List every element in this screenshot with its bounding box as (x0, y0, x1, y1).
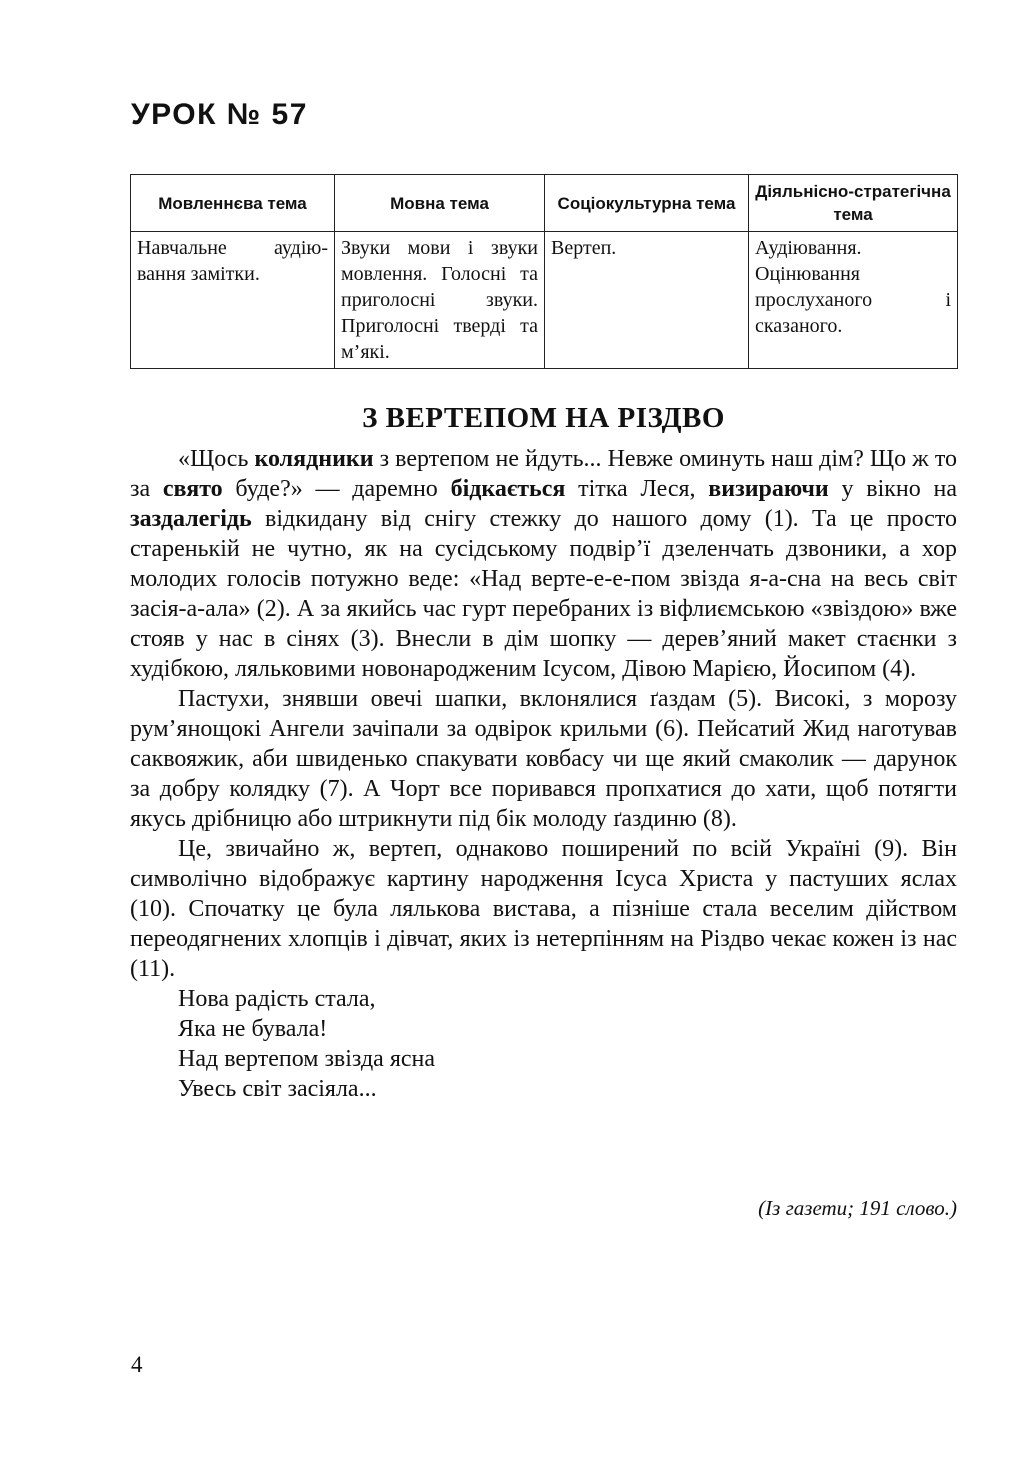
poem-line: Нова радість стала, (178, 986, 376, 1012)
table-header-sociocultural-topic: Соціокультурна тема (545, 175, 749, 232)
poem-line: Увесь світ засіяла... (178, 1076, 377, 1102)
bold-word: бідкається (450, 476, 566, 502)
article-source: (Із газети; 191 слово.) (758, 1196, 957, 1220)
table-cell-sociocultural-topic: Вертеп. (545, 232, 749, 369)
poem-line: Яка не бувала! (178, 1016, 328, 1042)
article-paragraph-1 (130, 444, 957, 684)
poem-line: Над вертепом звізда ясна (178, 1046, 436, 1072)
table-header-speech-topic: Мовленнєва тема (131, 175, 335, 232)
page-number: 4 (131, 1352, 143, 1377)
article-paragraph-2: Пастухи, знявши овечі шапки, вклонялися ґаздам (5). Високі, з морозу рум’янощокі Ангели зачіпали за одвірок крильми (6). Пейсатий Жид наготував саквояжик, аби швиденько спакувати ковбасу чи ще який смаколик — дарунок за добру колядку (7). А Чорт все поривався пропхатися до хати, щоб потягти якусь дрібницю або штрикнути під бік молоду ґаздиню (8). (130, 686, 957, 832)
text-span: тітка Леся, (565, 476, 709, 502)
bold-word: свято (162, 476, 223, 502)
table-row (131, 232, 958, 369)
text-span: у вікно на (828, 476, 957, 502)
text-span: «Щось (178, 446, 255, 472)
bold-word: колядники (254, 446, 374, 472)
text-span: з вертепом не йдуть... Невже оминуть наш дім? Що ж то за (130, 446, 957, 502)
text-span: відкидану від снігу стежку до нашого дому (1). Та це просто старенькій не чутно, як на сусідському подвір’ї дзеленчать дзвоники, а хор молодих голосів потужно веде: «Над верте-е-е-пом звізда я-а-сна на весь світ засія-а-ала» (2). А за якийсь час гурт перебраних із віфлиємською «звіздою» вже стояв у нас в сінях (3). Внесли в дім шопку — дерев’яний макет стаєнки з худібкою, ляльковими новонародженим Ісусом, Дівою Марією, Йосипом (4). (130, 506, 957, 682)
table-header-language-topic: Мовна тема (335, 175, 545, 232)
bold-word: заздалегідь (130, 506, 252, 532)
article-paragraph-3: Це, звичайно ж, вертеп, однаково поширений по всій Україні (9). Він символічно відображує картину народження Ісуса Христа у пастуших яслах (10). Спочатку це була лялькова вистава, а пізніше стала веселим дійством переодягнених хлопців і дівчат, яких із нетерпінням на Різдво чекає кожен із нас (11). (130, 836, 957, 982)
table-header-row (131, 175, 958, 232)
table-header-activity-topic: Діяльнісно-стратегічна тема (749, 175, 958, 232)
lesson-title: УРОК № 57 (131, 98, 308, 131)
themes-table (130, 174, 958, 369)
table-cell-language-topic: Звуки мови і звуки мовлення. Голосні та приголосні звуки. Приголосні тверді та м’які. (335, 232, 545, 369)
article-body (130, 444, 957, 1104)
table-cell-activity-topic: Аудіювання. Оцінювання прослуханого і сказаного. (749, 232, 958, 369)
table-cell-speech-topic: Навчальне аудію-вання замітки. (131, 232, 335, 369)
article-title: З ВЕРТЕПОМ НА РІЗДВО (362, 402, 725, 434)
text-span: буде?» — даремно (222, 476, 451, 502)
poem (130, 984, 957, 1104)
bold-word: визираючи (708, 476, 829, 502)
